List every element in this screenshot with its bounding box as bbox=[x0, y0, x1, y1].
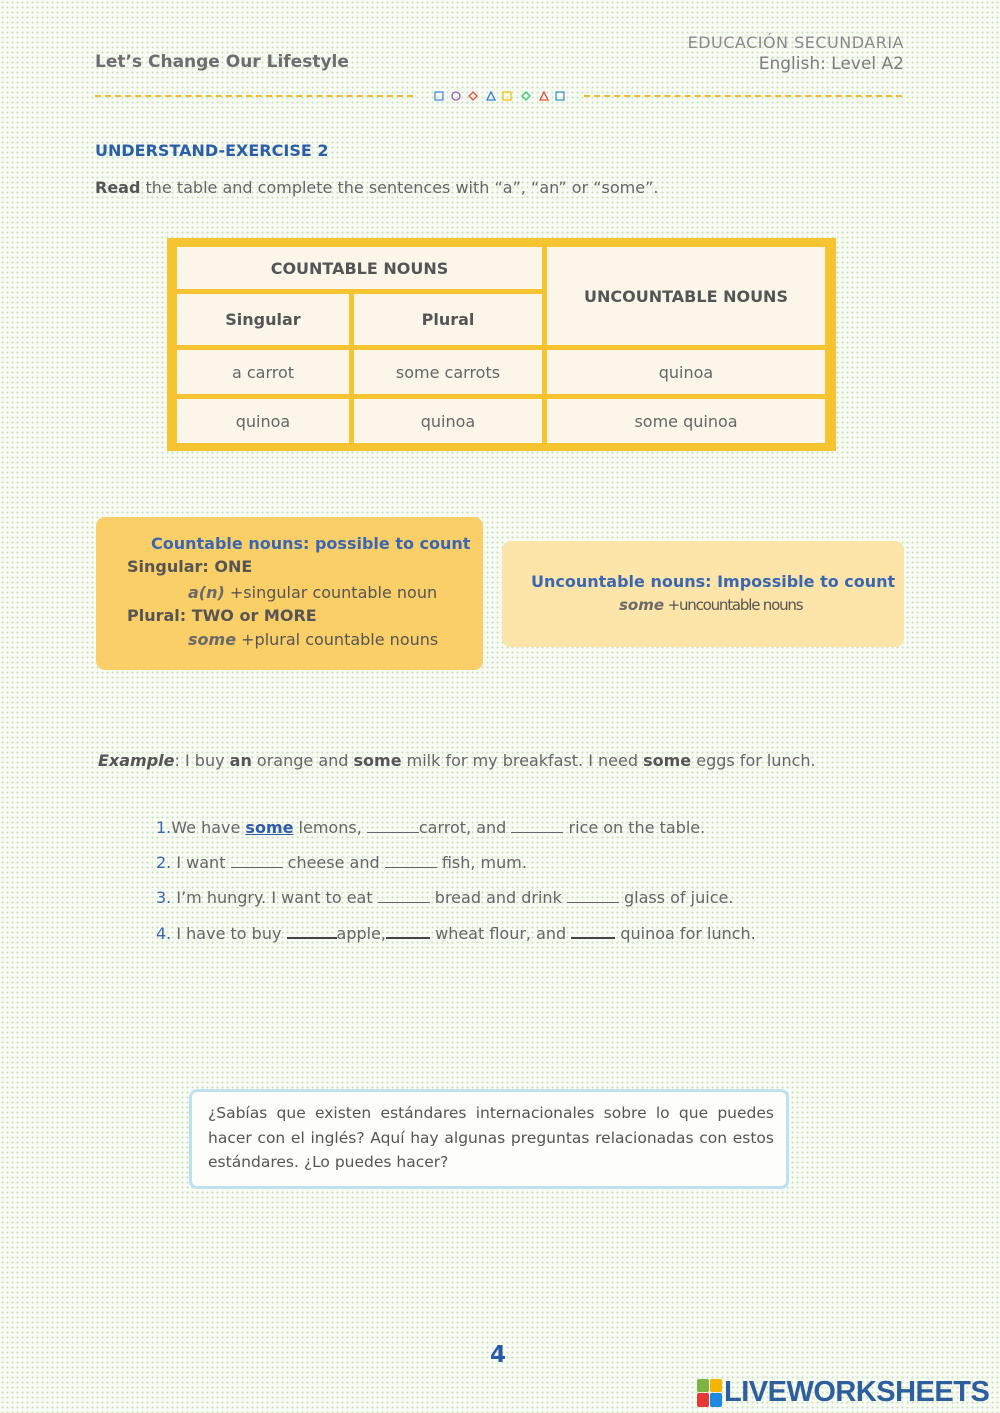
example-text: : I buy bbox=[174, 751, 230, 770]
singular-rule bbox=[188, 583, 437, 602]
question-number: 2. bbox=[156, 853, 172, 872]
answer-field-2a[interactable] bbox=[231, 852, 283, 868]
uncountable-info-box bbox=[502, 541, 904, 647]
answer-field-4b[interactable] bbox=[386, 922, 430, 939]
plural-header: Plural bbox=[354, 294, 542, 345]
question-text: apple, bbox=[336, 924, 387, 943]
answer-field-3b[interactable] bbox=[567, 887, 619, 903]
answer-field-4a[interactable] bbox=[287, 922, 337, 939]
singular-label: Singular: ONE bbox=[127, 557, 253, 576]
page-number: 4 bbox=[490, 1342, 507, 1368]
countable-info-box bbox=[96, 517, 483, 670]
question-text: fish, mum. bbox=[436, 853, 527, 872]
singular-rule-text: +singular countable noun bbox=[224, 583, 438, 602]
question-text: wheat flour, and bbox=[430, 924, 572, 943]
example-text: eggs for lunch. bbox=[691, 751, 816, 770]
standards-note-box bbox=[189, 1089, 789, 1189]
question-number: 3. bbox=[156, 888, 172, 907]
question-text: I want bbox=[176, 853, 231, 872]
header-divider-right bbox=[584, 95, 902, 97]
answer-field-3a[interactable] bbox=[378, 887, 430, 903]
exercise-title: UNDERSTAND-EXERCISE 2 bbox=[95, 141, 329, 160]
instruction-text: the table and complete the sentences with “a”, “an” or “some”. bbox=[140, 178, 659, 197]
standards-note-text: ¿Sabías que existen estándares internacionales sobre lo que puedes hacer con el inglés? Aquí hay algunas preguntas relacionadas con estos estándares. ¿Lo puedes hacer? bbox=[208, 1104, 774, 1171]
example-text: milk for my breakfast. I need bbox=[401, 751, 644, 770]
plural-rule-text: +plural countable nouns bbox=[236, 630, 439, 649]
example-text: orange and bbox=[251, 751, 354, 770]
countable-header: COUNTABLE NOUNS bbox=[177, 247, 542, 289]
plural-rule bbox=[188, 630, 438, 649]
table-cell: quinoa bbox=[547, 350, 825, 394]
question-text: quinoa for lunch. bbox=[615, 924, 756, 943]
example-sentence bbox=[98, 751, 816, 770]
uncountable-rule-text: +uncountable nouns bbox=[664, 596, 803, 614]
question-3 bbox=[156, 887, 733, 907]
example-bold: some bbox=[643, 751, 692, 770]
question-text: cheese and bbox=[282, 853, 385, 872]
answer-field-2b[interactable] bbox=[385, 852, 437, 868]
example-bold: some bbox=[353, 751, 402, 770]
instruction-bold: Read bbox=[95, 178, 141, 197]
singular-header: Singular bbox=[177, 294, 349, 345]
level-label: English: Level A2 bbox=[758, 54, 904, 74]
question-text: carrot, and bbox=[418, 818, 512, 837]
question-text: glass of juice. bbox=[618, 888, 734, 907]
example-label: Example bbox=[98, 751, 175, 770]
liveworksheets-mark-icon bbox=[697, 1379, 723, 1409]
question-text: bread and drink bbox=[429, 888, 567, 907]
question-text: lemons, bbox=[293, 818, 367, 837]
question-number: 1. bbox=[156, 818, 172, 837]
uncountable-rule-em: some bbox=[619, 596, 665, 614]
uncountable-header: UNCOUNTABLE NOUNS bbox=[547, 247, 825, 345]
table-cell: quinoa bbox=[354, 399, 542, 443]
document-title: Let’s Change Our Lifestyle bbox=[95, 52, 349, 72]
header-divider-left bbox=[95, 95, 413, 97]
question-2 bbox=[156, 852, 527, 872]
table-cell: a carrot bbox=[177, 350, 349, 394]
question-text: I have to buy bbox=[176, 924, 287, 943]
singular-rule-em: a(n) bbox=[188, 583, 225, 602]
decorative-shapes-icon bbox=[433, 89, 569, 103]
plural-label: Plural: TWO or MORE bbox=[127, 606, 317, 625]
question-number: 4. bbox=[156, 924, 172, 943]
liveworksheets-logo-text: LIVEWORKSHEETS bbox=[724, 1376, 990, 1408]
answer-field-1b[interactable] bbox=[367, 817, 419, 833]
noun-table bbox=[167, 238, 836, 451]
plural-rule-em: some bbox=[188, 630, 237, 649]
liveworksheets-logo bbox=[697, 1376, 997, 1410]
table-cell: quinoa bbox=[177, 399, 349, 443]
question-text: We have bbox=[171, 818, 246, 837]
exercise-instruction bbox=[95, 178, 658, 197]
education-label: EDUCACIÓN SECUNDARIA bbox=[687, 33, 904, 52]
question-1 bbox=[156, 817, 705, 837]
question-text: rice on the table. bbox=[563, 818, 706, 837]
question-text: I’m hungry. I want to eat bbox=[176, 888, 378, 907]
question-4 bbox=[156, 922, 756, 943]
uncountable-rule bbox=[619, 596, 802, 614]
table-cell: some quinoa bbox=[547, 399, 825, 443]
countable-box-title: Countable nouns: possible to count bbox=[151, 534, 471, 553]
table-cell: some carrots bbox=[354, 350, 542, 394]
answer-field-1a[interactable]: some bbox=[245, 818, 294, 837]
uncountable-box-title: Uncountable nouns: Impossible to count bbox=[531, 572, 896, 591]
answer-field-4c[interactable] bbox=[571, 922, 615, 939]
example-bold: an bbox=[229, 751, 252, 770]
answer-field-1c[interactable] bbox=[511, 817, 563, 833]
